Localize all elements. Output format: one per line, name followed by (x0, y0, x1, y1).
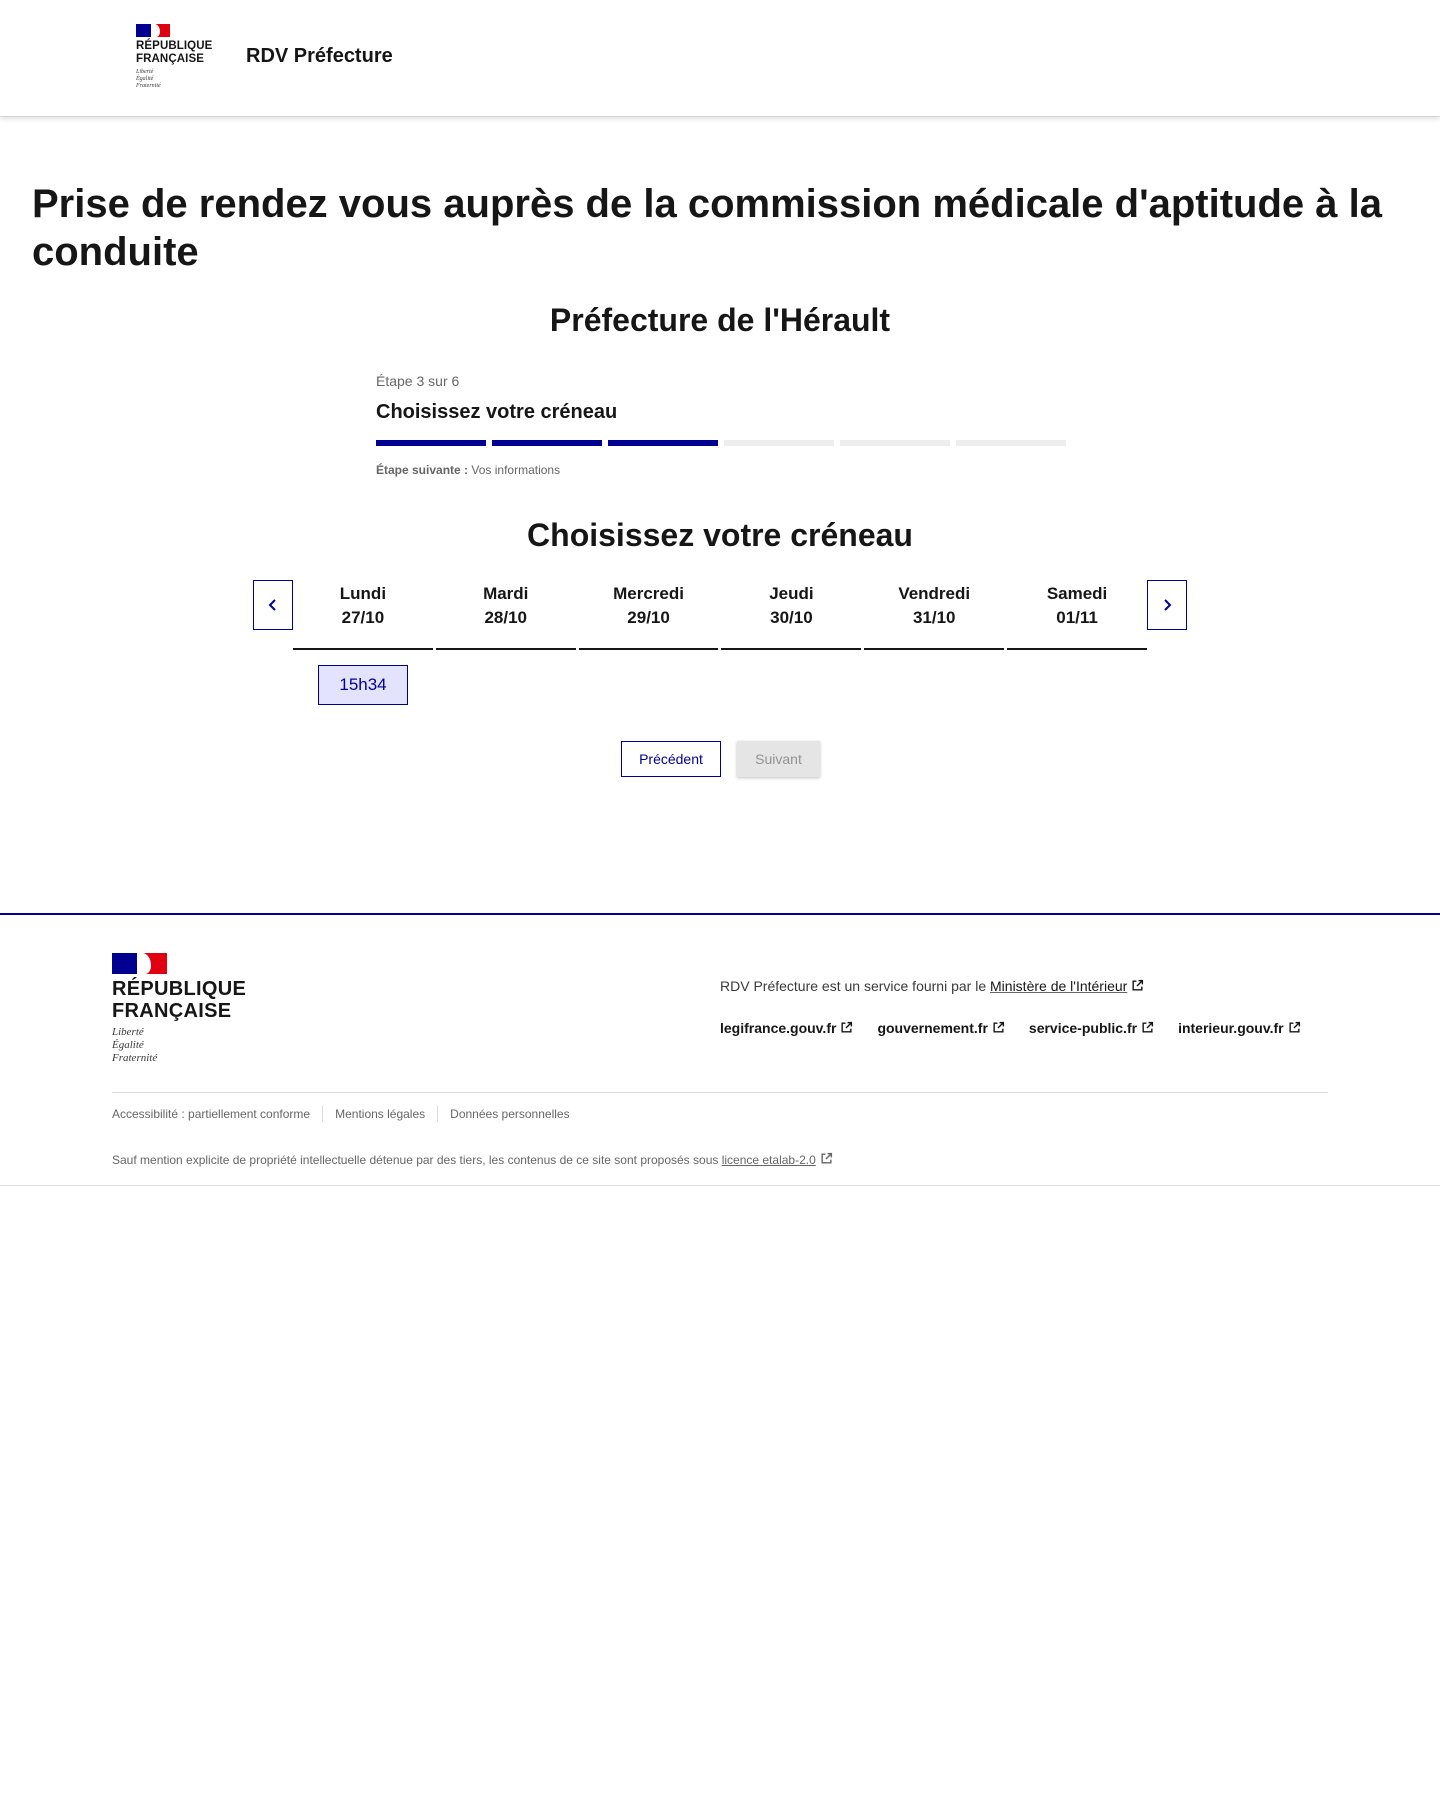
external-link-icon (1141, 1021, 1154, 1034)
day-name: Jeudi (769, 584, 814, 603)
marianne-flag-icon (112, 953, 167, 974)
day-column (579, 580, 719, 650)
day-date: 28/10 (484, 608, 528, 627)
etalab-license-link[interactable] (722, 1153, 833, 1167)
prefecture-title: Préfecture de l'Hérault (549, 302, 891, 338)
step-navigation (621, 741, 820, 777)
day-column (721, 580, 861, 650)
service-public-link[interactable] (1029, 1018, 1154, 1038)
site-header (0, 0, 1440, 116)
personal-data-link[interactable]: Données personnelles (437, 1106, 581, 1122)
footer-external-links (720, 1018, 1301, 1038)
external-link-icon (840, 1021, 853, 1034)
chevron-right-icon (1160, 598, 1174, 612)
footer-description (720, 976, 1144, 996)
stepper (376, 372, 1066, 478)
stepper-segment (956, 440, 1066, 446)
day-name: Vendredi (898, 584, 971, 603)
stepper-segment (376, 440, 486, 446)
day-column (864, 580, 1004, 650)
stepper-segment (492, 440, 602, 446)
etalab-license-label: licence etalab-2.0 (721, 1153, 816, 1167)
footer-divider (112, 1092, 1328, 1093)
logo-devise: Liberté Égalité Fraternité (136, 69, 161, 89)
stepper-segment (840, 440, 950, 446)
day-name: Lundi (339, 584, 387, 603)
time-slot-button[interactable]: 15h34 (318, 665, 408, 705)
stepper-state: Étape 3 sur 6 (376, 373, 460, 389)
stepper-next-step (376, 462, 1066, 478)
interieur-link[interactable] (1178, 1018, 1301, 1038)
license-text: Sauf mention explicite de propriété intellectuelle détenue par des tiers, les contenus de ce site sont proposés sous (112, 1153, 719, 1167)
external-link-icon (1131, 979, 1144, 992)
next-button[interactable]: Suivant (737, 741, 820, 777)
day-date: 30/10 (770, 608, 813, 627)
stepper-title: Choisissez votre créneau (376, 401, 618, 423)
previous-days-button[interactable] (253, 580, 293, 630)
day-date: 27/10 (341, 608, 385, 627)
footer-desc-text: RDV Préfecture est un service fourni par le (720, 978, 987, 994)
republique-francaise-footer-logo[interactable] (112, 953, 272, 1065)
day-name: Mercredi (613, 584, 684, 603)
external-link-icon (1288, 1021, 1301, 1034)
gouvernement-link[interactable] (877, 1018, 1004, 1038)
stepper-segment (608, 440, 718, 446)
gouvernement-link-label: gouvernement.fr (877, 1020, 988, 1036)
footer-logo-brand-text: RÉPUBLIQUE FRANÇAISE (112, 978, 247, 1022)
day-date: 31/10 (912, 608, 956, 627)
day-column (1007, 580, 1147, 650)
slot-section-title: Choisissez votre créneau (527, 517, 913, 553)
day-columns (293, 580, 1147, 650)
legifrance-link-label: legifrance.gouv.fr (720, 1020, 837, 1036)
next-days-button[interactable] (1147, 580, 1187, 630)
day-name: Samedi (1046, 584, 1108, 603)
interieur-link-label: interieur.gouv.fr (1178, 1020, 1284, 1036)
stepper-segment (724, 440, 834, 446)
service-public-link-label: service-public.fr (1028, 1020, 1138, 1036)
external-link-icon (820, 1152, 833, 1165)
ministere-link-label: Ministère de l'Intérieur (990, 978, 1128, 994)
page-title: Prise de rendez vous auprès de la commission médicale d'aptitude à la conduite (32, 182, 1382, 274)
footer-logo-devise: Liberté Égalité Fraternité (112, 1026, 158, 1064)
republique-francaise-logo[interactable] (136, 24, 216, 90)
accessibility-link[interactable]: Accessibilité : partiellement conforme (112, 1107, 311, 1121)
legifrance-link[interactable] (720, 1018, 853, 1038)
stepper-next-value: Vos informations (471, 463, 561, 477)
ministere-link[interactable] (990, 978, 1144, 994)
external-link-icon (992, 1021, 1005, 1034)
stepper-progress (376, 440, 1066, 446)
site-footer (0, 913, 1440, 1186)
chevron-left-icon (266, 598, 280, 612)
marianne-flag-icon (136, 24, 170, 37)
day-name: Mardi (483, 584, 529, 603)
day-column (293, 580, 433, 650)
day-date: 01/11 (1056, 608, 1098, 627)
service-title[interactable]: RDV Préfecture (246, 45, 393, 67)
previous-button[interactable]: Précédent (621, 741, 721, 777)
stepper-next-label: Étape suivante : (376, 463, 469, 477)
day-column (436, 580, 576, 650)
footer-license (112, 1152, 833, 1168)
day-date: 29/10 (627, 608, 670, 627)
legal-notice-link[interactable]: Mentions légales (322, 1106, 437, 1122)
footer-bottom-links (112, 1106, 582, 1122)
logo-brand-text: RÉPUBLIQUE FRANÇAISE (136, 40, 213, 65)
